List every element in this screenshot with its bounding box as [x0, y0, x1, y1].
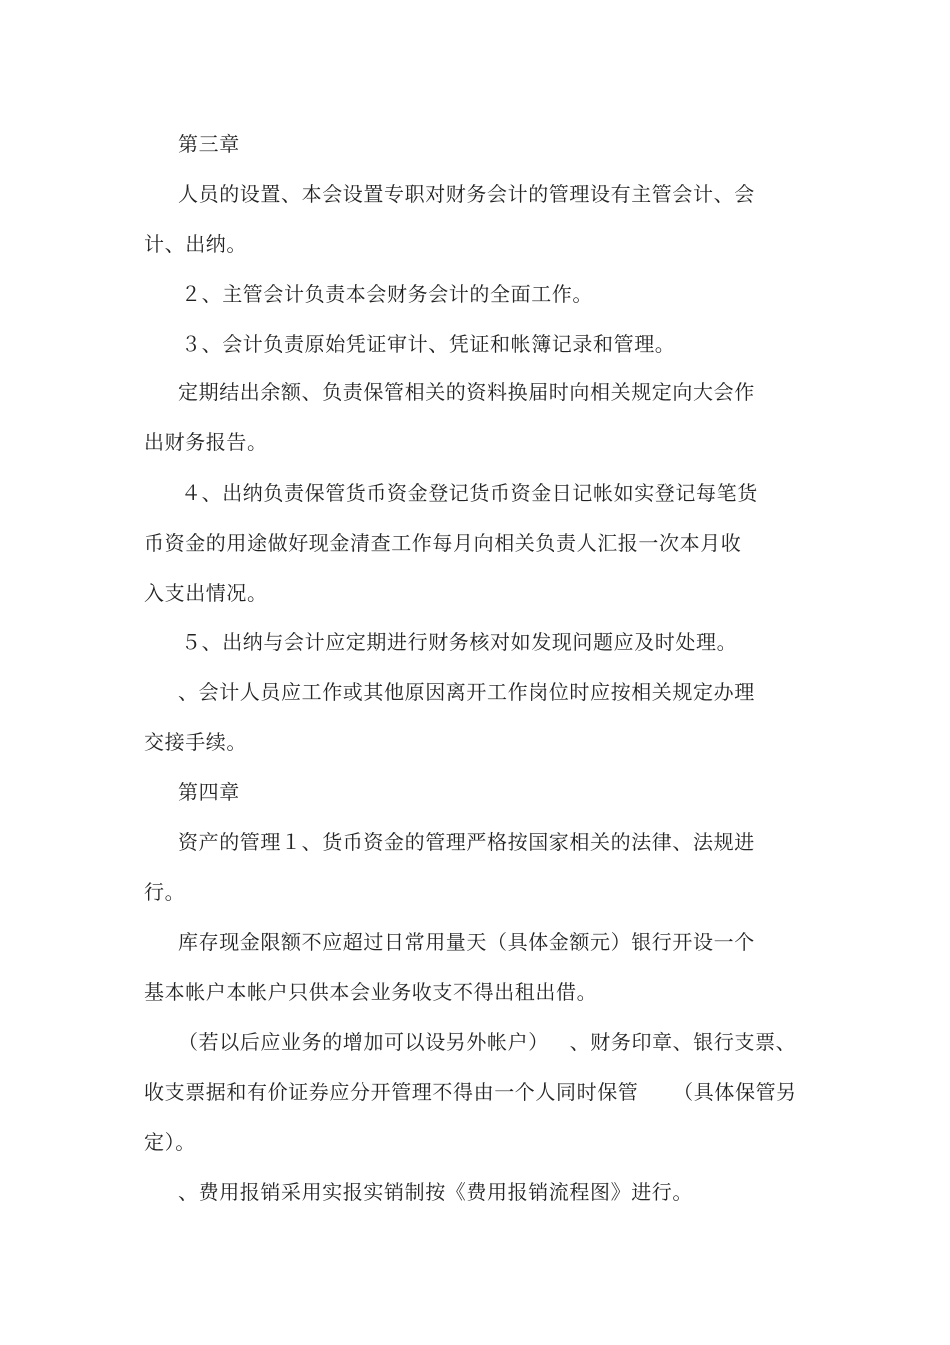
paragraph-line: 入支出情况。 — [144, 581, 268, 605]
paragraph-line: 收支票据和有价证券应分开管理不得由一个人同时保管 （具体保管另 — [144, 1080, 797, 1104]
paragraph-line: 、会计人员应工作或其他原因离开工作岗位时应按相关规定办理 — [178, 680, 755, 704]
paragraph-line: （若以后应业务的增加可以设另外帐户） 、财务印章、银行支票、 — [178, 1030, 797, 1054]
paragraph-line: ２、主管会计负责本会财务会计的全面工作。 — [181, 282, 593, 306]
paragraph-line: ５、出纳与会计应定期进行财务核对如发现问题应及时处理。 — [181, 630, 738, 654]
paragraph-line: 交接手续。 — [144, 730, 247, 754]
paragraph-line: 行。 — [144, 880, 186, 904]
paragraph-line: ３、会计负责原始凭证审计、凭证和帐簿记录和管理。 — [181, 332, 676, 356]
paragraph-line: 出财务报告。 — [144, 430, 268, 454]
paragraph-line: 人员的设置、本会设置专职对财务会计的管理设有主管会计、会 — [178, 182, 755, 206]
paragraph-line: 计、出纳。 — [144, 232, 247, 256]
chapter-three-heading: 第三章 — [178, 132, 240, 156]
paragraph-line: 库存现金限额不应超过日常用量天（具体金额元）银行开设一个 — [178, 930, 755, 954]
chapter-four-heading: 第四章 — [178, 780, 240, 804]
paragraph-line: 基本帐户本帐户只供本会业务收支不得出租出借。 — [144, 980, 598, 1004]
paragraph-line: 定期结出余额、负责保管相关的资料换届时向相关规定向大会作 — [178, 380, 755, 404]
paragraph-line: 币资金的用途做好现金清查工作每月向相关负责人汇报一次本月收 — [144, 531, 742, 555]
paragraph-line: ４、出纳负责保管货币资金登记货币资金日记帐如实登记每笔货 — [181, 481, 758, 505]
paragraph-line: 定）。 — [144, 1130, 196, 1154]
paragraph-line: 资产的管理１、货币资金的管理严格按国家相关的法律、法规进 — [178, 830, 755, 854]
paragraph-line: 、费用报销采用实报实销制按《费用报销流程图》进行。 — [178, 1180, 693, 1204]
